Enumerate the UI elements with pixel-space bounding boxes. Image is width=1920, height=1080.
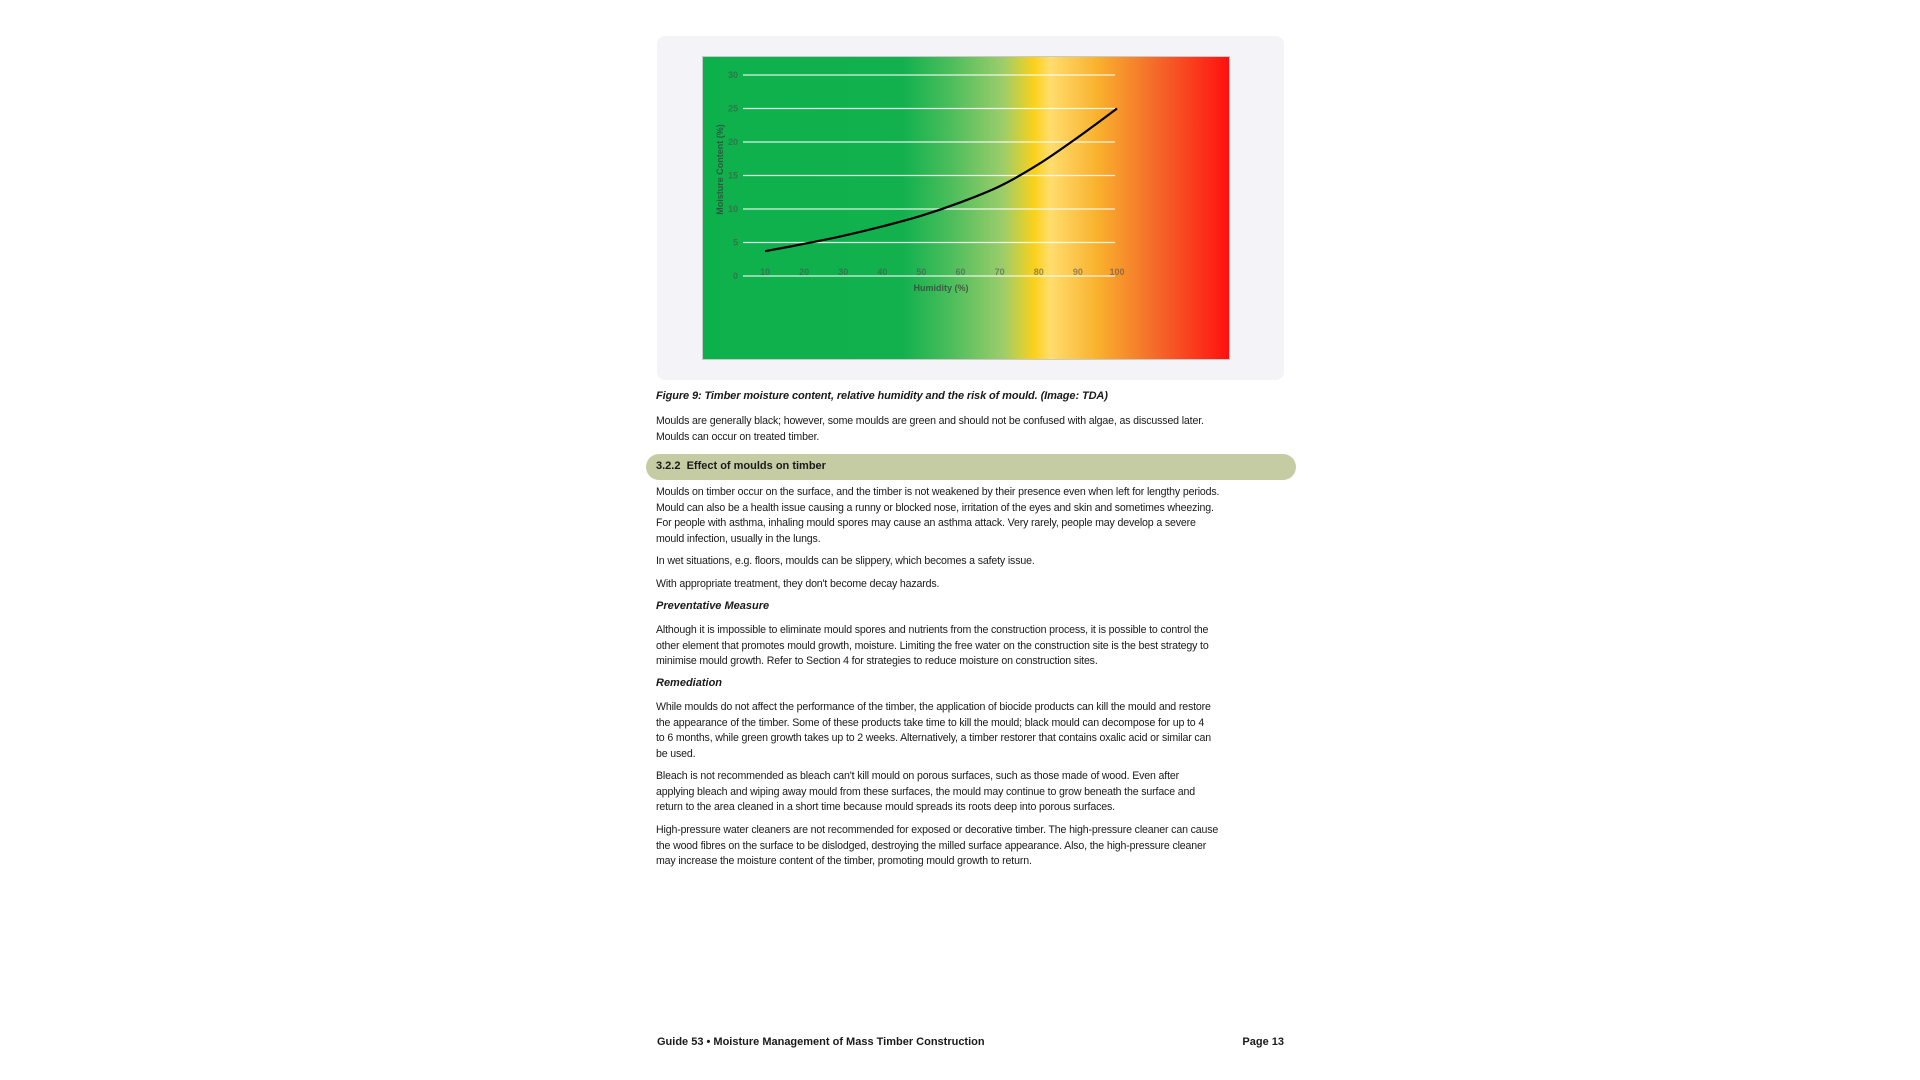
- text-line: mould infection, usually in the lungs.: [656, 532, 821, 545]
- paragraph-treatment: [656, 577, 1286, 593]
- text-line: Moulds on timber occur on the surface, and the timber is not weakened by their presence even when left for lengthy periods.: [656, 486, 1220, 498]
- text-line: to 6 months, while green growth takes up to 2 weeks. Alternatively, a timber restorer that contains oxalic acid or similar can: [656, 732, 1211, 744]
- x-tick-label: 30: [838, 267, 849, 277]
- footer-page-number: Page 13: [1242, 1036, 1284, 1048]
- x-tick-label: 80: [1033, 267, 1044, 277]
- figure-caption: Figure 9: Timber moisture content, relative humidity and the risk of mould. (Image: TDA): [656, 390, 1108, 402]
- y-tick-label: 5: [732, 237, 738, 248]
- x-tick-label: 50: [916, 267, 927, 277]
- text-line: Bleach is not recommended as bleach can't kill mould on porous surfaces, such as those made of wood. Even after: [656, 770, 1180, 782]
- document-page: [656, 36, 1286, 1056]
- text-line: minimise mould growth. Refer to Section 4 for strategies to reduce moisture on construction sites.: [656, 655, 1098, 667]
- section-title: Effect of moulds on timber: [686, 460, 826, 472]
- intro-paragraph: [656, 414, 1286, 445]
- y-tick-label: 0: [732, 271, 738, 281]
- section-heading-bar: [646, 454, 1296, 480]
- paragraph-wet-situations: [656, 554, 1286, 570]
- paragraph-bleach: [656, 769, 1286, 816]
- text-line: be used.: [656, 747, 696, 760]
- text-line: Moulds can occur on treated timber.: [656, 430, 820, 443]
- footer-guide-title: Guide 53 • Moisture Management of Mass Timber Construction: [657, 1036, 985, 1048]
- x-tick-label: 40: [877, 267, 888, 277]
- series-line: [765, 109, 1117, 252]
- remediation-heading: Remediation: [656, 677, 723, 689]
- text-line: Mould can also be a health issue causing a runny or blocked nose, irritation of the eyes and skin and sometimes wheezing.: [656, 501, 1214, 514]
- text-line: In wet situations, e.g. floors, moulds can be slippery, which becomes a safety issue.: [656, 555, 1035, 567]
- paragraph-high-pressure: [656, 823, 1286, 870]
- text-line: the wood fibres on the surface to be dislodged, destroying the milled surface appearance. Also, the high-pressure cleaner: [656, 839, 1207, 852]
- preventative-heading: Preventative Measure: [656, 600, 770, 612]
- text-line: High-pressure water cleaners are not recommended for exposed or decorative timber. The high-pressure cleaner can cause: [656, 824, 1219, 836]
- text-line: return to the area cleaned in a short time because mould spreads its roots deep into porous surfaces.: [656, 801, 1115, 813]
- x-tick-label: 20: [799, 267, 810, 277]
- text-line: may increase the moisture content of the timber, promoting mould growth to return.: [656, 855, 1032, 867]
- text-line: applying bleach and wiping away mould from these surfaces, the mould may continue to grow beneath the surface and: [656, 785, 1195, 798]
- paragraph-effects: [656, 485, 1286, 547]
- text-line: With appropriate treatment, they don't become decay hazards.: [656, 578, 940, 590]
- text-line: Although it is impossible to eliminate mould spores and nutrients from the construction process, it is possible to control the: [656, 624, 1209, 636]
- section-number: 3.2.2: [656, 460, 681, 472]
- x-tick-label: 60: [955, 267, 966, 277]
- text-line: the appearance of the timber. Some of these products take time to kill the mould; black mould can decompose for up to 4: [656, 716, 1205, 729]
- moisture-humidity-chart: [702, 56, 1230, 360]
- figure-container: [657, 36, 1284, 380]
- y-tick-label: 25: [727, 103, 738, 114]
- text-line: For people with asthma, inhaling mould spores may cause an asthma attack. Very rarely, people may develop a severe: [656, 517, 1196, 529]
- x-tick-label: 70: [994, 267, 1005, 277]
- y-tick-label: 10: [727, 204, 738, 214]
- y-axis-label: Moisture Content (%): [715, 124, 725, 215]
- x-axis-label: Humidity (%): [913, 283, 969, 293]
- text-line: other element that promotes mould growth, moisture. Limiting the free water on the construction site is the best strategy to: [656, 639, 1209, 652]
- y-tick-label: 20: [727, 137, 738, 147]
- chart-svg: [703, 57, 1229, 359]
- text-line: Moulds are generally black; however, some moulds are green and should not be confused with algae, as discussed later.: [656, 415, 1204, 427]
- section-heading: [656, 460, 826, 472]
- text-line: While moulds do not affect the performance of the timber, the application of biocide products can kill the mould and restore: [656, 701, 1211, 713]
- x-tick-label: 10: [759, 267, 771, 277]
- paragraph-preventative: [656, 623, 1286, 670]
- x-tick-label: 90: [1072, 267, 1083, 277]
- y-tick-label: 15: [727, 170, 738, 181]
- x-tick-label: 100: [1109, 267, 1125, 277]
- y-tick-label: 30: [727, 70, 738, 80]
- paragraph-remediation: [656, 700, 1286, 762]
